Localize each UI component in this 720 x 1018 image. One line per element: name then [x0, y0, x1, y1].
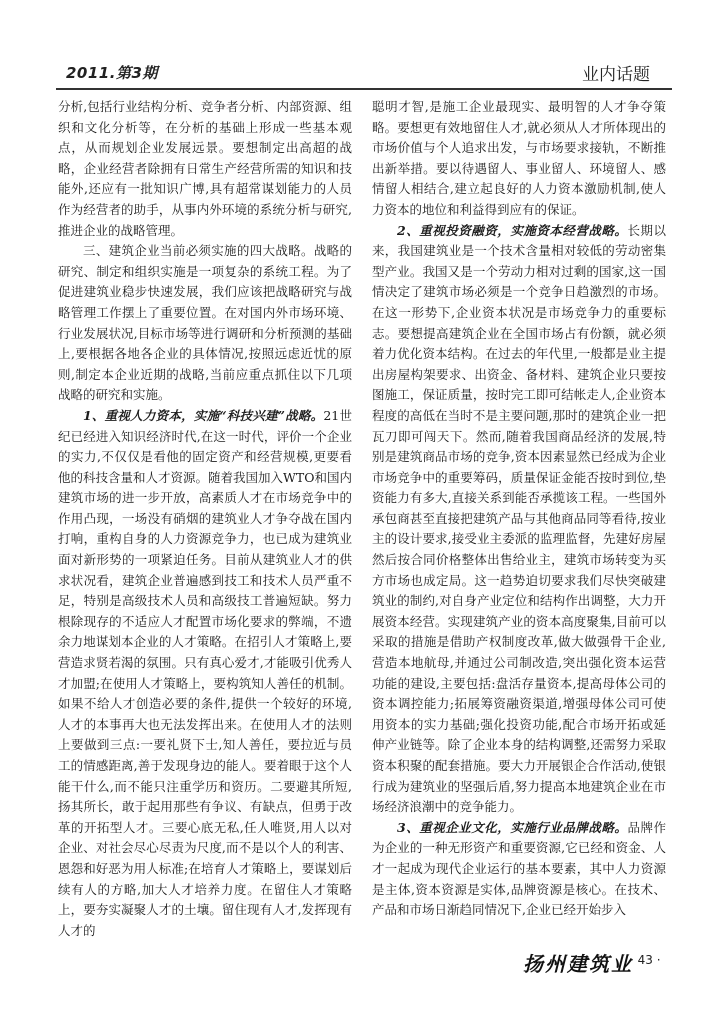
magazine-logo: 扬州建筑业: [523, 952, 633, 976]
page-header: [56, 60, 672, 88]
subsection-heading: 2、重视投资融资，实施资本经营战略。: [397, 222, 628, 238]
left-column: [58, 97, 352, 941]
paragraph-body: 品牌作为企业的一种无形资产和重要资源,它已经和资金、人才一起成为现代企业运行的基本要素，其中人力资源是主体,资本资源是实体,品牌资源是核心。在技术、产品和市场日渐趋同情况下,企业已经开始步入: [372, 819, 666, 918]
page-number: · 43 ·: [630, 953, 661, 967]
subsection-heading: 1、重视人力资本，实施“科技兴建”战略。: [83, 407, 324, 423]
paragraph: [372, 818, 666, 921]
subsection-heading: 3、重视企业文化，实施行业品牌战略。: [397, 819, 628, 835]
paragraph: [372, 221, 666, 818]
paragraph: [58, 241, 352, 406]
paragraph-body: 21世纪已经进入知识经济时代,在这一时代，评价一个企业的实力,不仅仅是看他的固定资产和经营规模,更要看他的科技含量和人才资源。随着我国加入WTO和国内建筑市场的进一步开放，高素质人才在市场竞争中的作用凸现，一场没有硝烟的建筑业人才争夺战在国内打响，重构自身的人力资源竞争力，也已成为建筑业面对新形势的一项紧迫任务。目前从建筑业人才的供求状况看，建筑企业普遍感到技工和技术人员严重不足，特别是高级技术人员和高级技工普遍短缺。努力根除现存的不适应人才配置市场化要求的弊端，不遗余力地谋划本企业的人才策略。在招引人才策略上,要营造求贤若渴的氛围。只有真心爱才,才能吸引优秀人才加盟;在使用人才策略上，要构筑知人善任的机制。如果不给人才创造必要的条件,提供一个较好的环境,人才的本事再大也无法发挥出来。在使用人才的法则上要做到三点:一要礼贤下士,知人善任，要拉近与员工的情感距离,善于发现身边的能人。要着眼于这个人能干什么,而不能只注重学历和资历。二要避其所短,扬其所长，敢于起用那些有争议、有缺点，但勇于改革的开拓型人才。三要心底无私,任人唯贤,用人以对企业、对社会尽心尽责为尺度,而不是以个人的利害、恩怨和好恶为用人标准;在培育人才策略上，要谋划后续有人的方略,加大人才培养力度。在留住人才策略上，要夯实凝聚人才的土壤。留住现有人才,发挥现有人才的: [58, 407, 352, 938]
paragraph: 聪明才智,是施工企业最现实、最明智的人才争夺策略。要想更有效地留住人才,就必须从人才所体现出的市场价值与个人追求出发，与市场要求接轨，不断推出新举措。要以待遇留人、事业留人、环境留人、感情留人相结合,建立起良好的人力资本激励机制,使人力资本的地位和利益得到应有的保证。: [372, 99, 666, 217]
header-rule: [56, 88, 672, 90]
section-title: 业内话题: [582, 65, 650, 85]
section-heading: 三、建筑企业当前必须实施的四大战略。: [83, 243, 314, 259]
issue-label: 2011.第3期: [66, 64, 158, 82]
paragraph-body: 长期以来，我国建筑业是一个技术含量相对较低的劳动密集型产业。我国又是一个劳动力相对过剩的国家,这一国情决定了建筑市场必须是一个竞争日趋激烈的市场。在这一形势下,企业资本状况是市场竞争力的重要标志。要想提高建筑企业在全国市场占有份额，就必须着力优化资本结构。在过去的年代里,一般都是业主提出房屋构架要求、出资金、备材料、建筑企业只要按图施工，保证质量，按时完工即可结帐走人,企业资本程度的高低在当时不是主要问题,那时的建筑企业一把瓦刀即可闯天下。然而,随着我国商品经济的发展,特别是建筑商品市场的竞争,资本因素显然已经成为企业市场竞争中的重要筹码，质量保证金能否按时到位,垫资能力有多大,直接关系到能否承揽该工程。一些国外承包商甚至直接把建筑产品与其他商品同等看待,按业主的设计要求,接受业主委派的监理监督，先建好房屋然后按合同价格整体出售给业主，建筑市场转变为买方市场也成定局。这一趋势迫切要求我们尽快突破建筑业的制约,对自身产业定位和结构作出调整，大力开展资本经营。实现建筑产业的资本高度聚集,目前可以采取的措施是借助产权制度改革,做大做强骨干企业,营造本地航母,并通过公司制改造,突出强化资本运营功能的建设,主要包括:盘活存量资本,提高母体公司的资本调控能力;拓展筹资融资渠道,增强母体公司可使用资本的实力基础;强化投资功能,配合市场开拓或延伸产业链等。除了企业本身的结构调整,还需努力采取资本积聚的配套措施。要大力开展银企合作活动,使银行成为建筑业的坚强后盾,努力提高本地建筑企业在市场经济浪潮中的竞争能力。: [372, 222, 666, 815]
right-column: [372, 97, 666, 921]
paragraph: [58, 406, 352, 941]
paragraph-body: 战略的研究、制定和组织实施是一项复杂的系统工程。为了促进建筑业稳步快速发展，我们应该把战略研究与战略管理工作摆上了重要位置。在对国内外市场环境、行业发展状况,目标市场等进行调研和分析预测的基础上,要根据各地各企业的具体情况,按照远虑近忧的原则,制定本企业近期的战略,当前应重点抓住以下几项战略的研究和实施。: [58, 243, 352, 403]
paragraph: 分析,包括行业结构分析、竞争者分析、内部资源、组织和文化分析等，在分析的基础上形成一些基本观点，从而规划企业发展远景。要想制定出高超的战略，企业经营者除拥有日常生产经营所需的知识和技能外,还应有一批知识广博,具有超常谋划能力的人员作为经营者的助手，从事内外环境的系统分析与研究,推进企业的战略管理。: [58, 99, 352, 238]
